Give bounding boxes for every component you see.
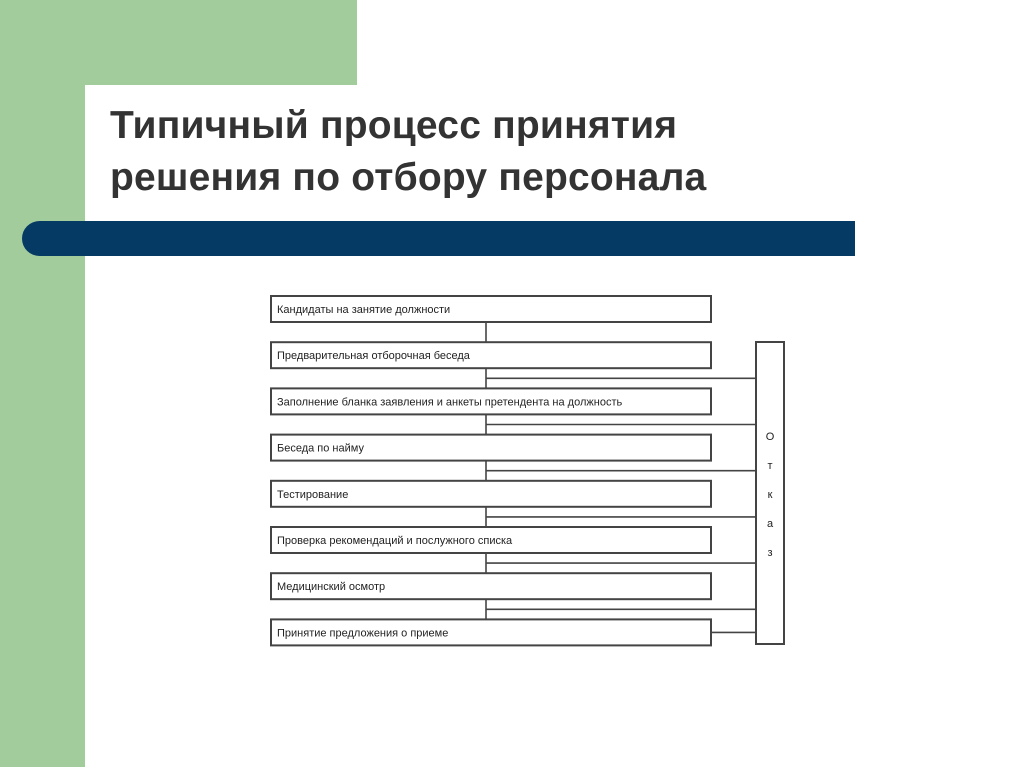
reject-letter: к	[767, 489, 773, 501]
step-label: Тестирование	[277, 488, 349, 501]
step-label: Беседа по найму	[277, 442, 364, 455]
reject-column	[756, 342, 784, 644]
reject-letter: з	[767, 547, 773, 559]
step-label: Заполнение бланка заявления и анкеты претендента на должность	[277, 396, 623, 409]
reject-letter: т	[767, 460, 773, 472]
title-line-1: Типичный процесс принятия	[110, 104, 678, 147]
step-label: Предварительная отборочная беседа	[277, 350, 470, 363]
reject-letter: О	[765, 431, 775, 443]
step-label: Принятие предложения о приеме	[277, 627, 449, 640]
step-label: Медицинский осмотр	[277, 581, 386, 594]
step-label: Проверка рекомендаций и послужного списка	[277, 535, 513, 547]
step-label: Кандидаты на занятие должности	[277, 304, 451, 316]
reject-letter: а	[766, 518, 774, 530]
title-line-2: решения по отбору персонала	[110, 156, 707, 199]
